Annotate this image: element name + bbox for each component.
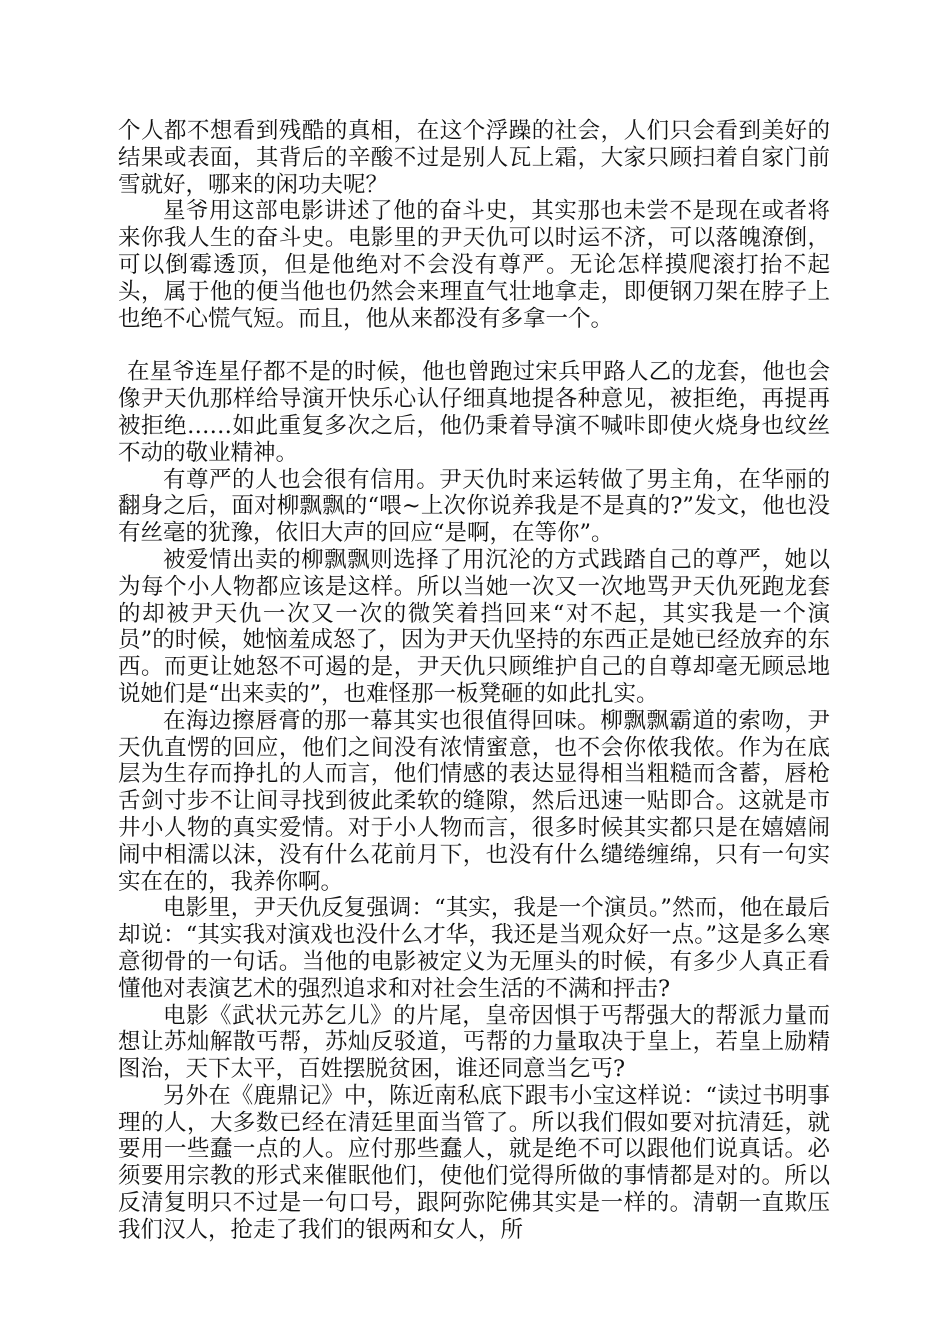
paragraph-gap: [118, 332, 830, 359]
paragraph-4: 有尊严的人也会很有信用。尹天仇时来运转做了男主角，在华丽的翻身之后，面对柳飘飘的“喂~上次你说养我是不是真的?”发文，他也没有丝毫的犹豫，依旧大声的回应“是啊，在等你”。: [118, 466, 830, 547]
paragraph-3: 在星爷连星仔都不是的时候，他也曾跑过宋兵甲路人乙的龙套，他也会像尹天仇那样给导演开快乐心认仔细真地提各种意见，被拒绝，再提再被拒绝……如此重复多次之后，他仍秉着导演不喊咔即使火烧身也纹丝不动的敬业精神。: [118, 359, 830, 466]
paragraph-1: 个人都不想看到残酷的真相，在这个浮躁的社会，人们只会看到美好的结果或表面，其背后的辛酸不过是别人瓦上霜，大家只顾扫着自家门前雪就好，哪来的闲功夫呢？: [118, 118, 830, 198]
document-page: [118, 118, 830, 1244]
paragraph-7: 电影里，尹天仇反复强调：“其实，我是一个演员。”然而，他在最后却说：“其实我对演戏也没什么才华，我还是当观众好一点。”这是多么寒意彻骨的一句话。当他的电影被定义为无厘头的时候，有多少人真正看懂他对表演艺术的强烈追求和对社会生活的不满和抨击?: [118, 895, 830, 1002]
paragraph-6: 在海边擦唇膏的那一幕其实也很值得回味。柳飘飘霸道的索吻，尹天仇直愣的回应，他们之间没有浓情蜜意，也不会你侬我侬。作为在底层为生存而挣扎的人而言，他们情感的表达显得相当粗糙而含蓄，唇枪舌剑寸步不让间寻找到彼此柔软的缝隙，然后迅速一贴即合。这就是市井小人物的真实爱情。对于小人物而言，很多时候其实都只是在嬉嬉闹闹中相濡以沫，没有什么花前月下，也没有什么缱绻缠绵，只有一句实实在在的，我养你啊。: [118, 707, 830, 895]
paragraph-5: 被爱情出卖的柳飘飘则选择了用沉沦的方式践踏自己的尊严，她以为每个小人物都应该是这样。所以当她一次又一次地骂尹天仇死跑龙套的却被尹天仇一次又一次的微笑着挡回来“对不起，其实我是一个演员”的时候，她恼羞成怒了，因为尹天仇坚持的东西正是她已经放弃的东西。而更让她怒不可遏的是，尹天仇只顾维护自己的自尊却毫无顾忌地说她们是“出来卖的”，也难怪那一板凳砸的如此扎实。: [118, 546, 830, 707]
paragraph-2: 星爷用这部电影讲述了他的奋斗史，其实那也未尝不是现在或者将来你我人生的奋斗史。电影里的尹天仇可以时运不济，可以落魄潦倒，可以倒霉透顶，但是他绝对不会没有尊严。无论怎样摸爬滚打抬不起头，属于他的便当他也仍然会来理直气壮地拿走，即便钢刀架在脖子上也绝不心慌气短。而且，他从来都没有多拿一个。: [118, 198, 830, 332]
paragraph-8: 电影《武状元苏乞儿》的片尾，皇帝因惧于丐帮强大的帮派力量而想让苏灿解散丐帮，苏灿反驳道，丐帮的力量取决于皇上，若皇上励精图治，天下太平，百姓摆脱贫困，谁还同意当乞丐?: [118, 1002, 830, 1083]
paragraph-9: 另外在《鹿鼎记》中，陈近南私底下跟韦小宝这样说：“读过书明事理的人，大多数已经在清廷里面当管了。所以我们假如要对抗清廷，就要用一些蠢一点的人。应付那些蠢人，就是绝不可以跟他们说真话。必须要用宗教的形式来催眠他们，使他们觉得所做的事情都是对的。所以反清复明只不过是一句口号，跟阿弥陀佛其实是一样的。清朝一直欺压我们汉人，抢走了我们的银两和女人，所: [118, 1082, 830, 1243]
